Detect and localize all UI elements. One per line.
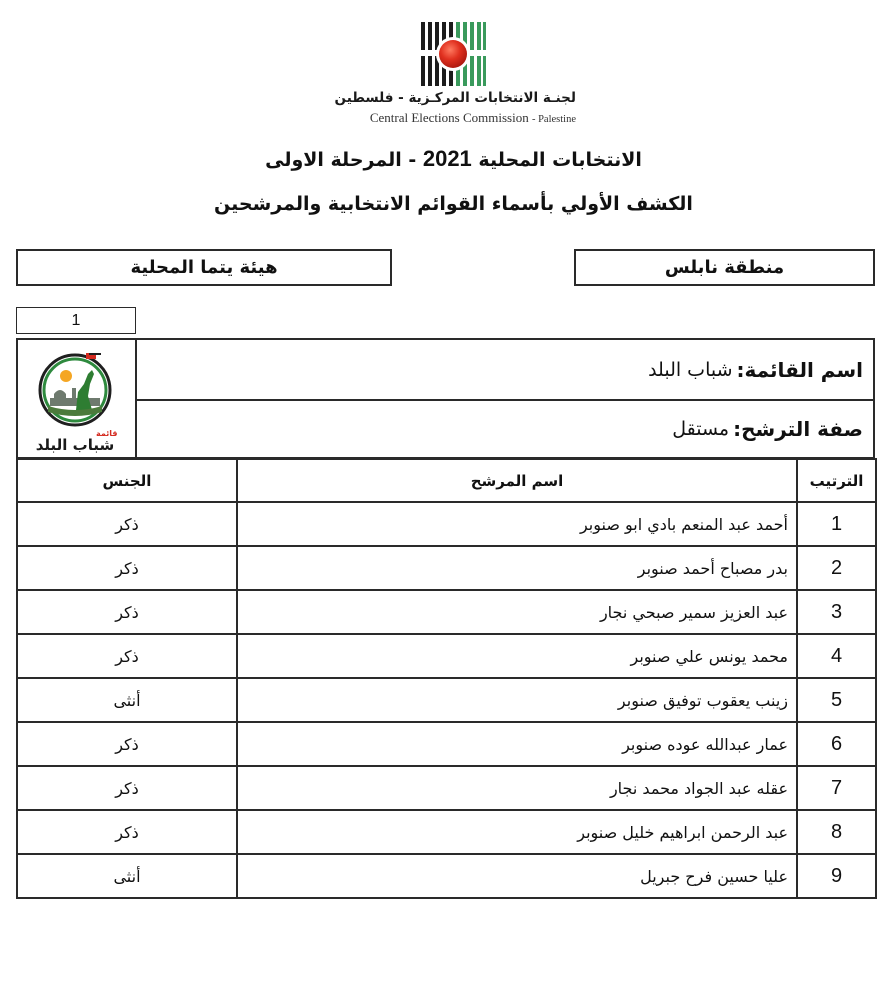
table-row: [17, 502, 876, 546]
header-gender: الجنس: [17, 459, 237, 502]
candidacy-type-value: مستقل: [672, 418, 730, 440]
list-logo-emblem-icon: [18, 340, 133, 457]
table-body: [17, 502, 876, 898]
red-ball: [439, 40, 467, 68]
list-logo-cell: [18, 340, 137, 457]
candidate-rank: 8: [797, 810, 876, 854]
candidate-gender: ذكر: [17, 810, 237, 854]
candidate-name: محمد يونس علي صنوبر: [237, 634, 797, 678]
candidate-gender: أنثى: [17, 678, 237, 722]
candidate-rank: 1: [797, 502, 876, 546]
candidate-name: زينب يعقوب توفيق صنوبر: [237, 678, 797, 722]
table-row: [17, 546, 876, 590]
candidates-table: [16, 458, 877, 899]
candidate-rank: 2: [797, 546, 876, 590]
candidate-gender: أنثى: [17, 854, 237, 898]
list-name-value: شباب البلد: [648, 358, 733, 381]
table-row: [17, 678, 876, 722]
region-box: [574, 249, 875, 286]
org-name-en: Central Elections Commission: [369, 110, 529, 125]
candidate-rank: 9: [797, 854, 876, 898]
candidate-gender: ذكر: [17, 766, 237, 810]
table-row: [17, 810, 876, 854]
list-name-row: [137, 340, 873, 401]
candidate-rank: 3: [797, 590, 876, 634]
candidate-name: عمار عبدالله عوده صنوبر: [237, 722, 797, 766]
title-elections: الانتخابات المحلية: [478, 149, 642, 171]
candidacy-type-label: صفة الترشح:: [733, 417, 863, 441]
cec-emblem-icon: [420, 22, 486, 86]
list-info-block: [16, 338, 875, 459]
document-title: [0, 146, 891, 172]
table-row: [17, 766, 876, 810]
candidate-name: أحمد عبد المنعم بادي ابو صنوبر: [237, 502, 797, 546]
candidate-gender: ذكر: [17, 634, 237, 678]
candidate-name: عبد العزيز سمير صبحي نجار: [237, 590, 797, 634]
candidate-name: عقله عبد الجواد محمد نجار: [237, 766, 797, 810]
candidate-name: عبد الرحمن ابراهيم خليل صنوبر: [237, 810, 797, 854]
org-name-arabic: لجنـة الانتخابات المركـزية - فلسطين: [334, 90, 576, 106]
council-box: [16, 249, 392, 286]
candidate-name: عليا حسين فرح جبريل: [237, 854, 797, 898]
table-row: [17, 854, 876, 898]
candidate-rank: 5: [797, 678, 876, 722]
title-phase: - المرحلة الاولى: [265, 149, 417, 171]
list-number: 1: [71, 311, 81, 329]
council-name: هيئة يتما المحلية: [130, 257, 278, 278]
header-candidate-name: اسم المرشح: [237, 459, 797, 502]
candidate-gender: ذكر: [17, 590, 237, 634]
region-name: منطقة نابلس: [664, 257, 785, 278]
table-row: [17, 634, 876, 678]
candidate-gender: ذكر: [17, 502, 237, 546]
table-header-row: [17, 459, 876, 502]
candidate-rank: 7: [797, 766, 876, 810]
candidate-gender: ذكر: [17, 722, 237, 766]
list-logo-caption: شباب البلد: [35, 436, 115, 454]
title-year: 2021: [422, 146, 472, 171]
table-row: [17, 590, 876, 634]
document-subtitle: الكشف الأولي بأسماء القوائم الانتخابية والمرشحين: [214, 193, 693, 215]
list-name-label: اسم القائمة:: [736, 357, 863, 382]
org-name-english: [300, 110, 576, 126]
candidate-rank: 4: [797, 634, 876, 678]
list-number-box: [16, 307, 136, 334]
table-row: [17, 722, 876, 766]
candidate-gender: ذكر: [17, 546, 237, 590]
org-country-en: - Palestine: [531, 114, 576, 125]
candidate-name: بدر مصباح أحمد صنوبر: [237, 546, 797, 590]
list-logo-caption-small: قائمة: [96, 429, 118, 438]
candidacy-type-row: [137, 401, 873, 457]
candidate-rank: 6: [797, 722, 876, 766]
header-rank: الترتيب: [797, 459, 876, 502]
cec-logo: [420, 22, 486, 86]
